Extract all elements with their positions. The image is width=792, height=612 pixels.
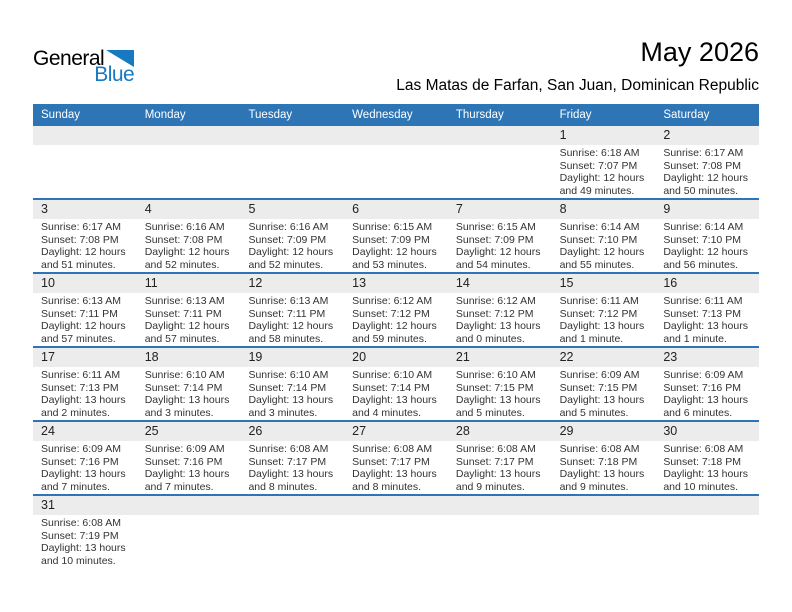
general-blue-logo [33, 48, 134, 84]
sunset-text: Sunset: 7:18 PM [559, 455, 638, 468]
day-info [240, 441, 344, 493]
sunrise-text: Sunrise: 6:11 AM [41, 369, 121, 381]
sunrise-text: Sunrise: 6:09 AM [144, 443, 225, 455]
week-row [33, 200, 759, 274]
day-number: 12 [240, 274, 344, 293]
daylight-text: Daylight: 12 hours and 57 minutes. [41, 320, 126, 345]
sunrise-text: Sunrise: 6:14 AM [663, 221, 744, 233]
sunset-text: Sunset: 7:18 PM [663, 455, 741, 468]
sunset-text: Sunset: 7:08 PM [41, 233, 119, 246]
day-cell-5 [240, 200, 344, 272]
week-row [33, 422, 759, 496]
day-info [344, 293, 448, 345]
day-info [655, 293, 759, 345]
weekday-header-tuesday: Tuesday [248, 109, 293, 121]
day-cell-8 [552, 200, 656, 272]
sunset-text: Sunset: 7:14 PM [352, 381, 430, 394]
day-number-empty [137, 496, 241, 515]
calendar-table [33, 104, 759, 568]
daylight-text: Daylight: 13 hours and 2 minutes. [41, 394, 126, 419]
day-info [137, 219, 241, 271]
empty-cell [137, 126, 241, 198]
day-info [33, 367, 137, 419]
daylight-text: Daylight: 13 hours and 9 minutes. [559, 468, 645, 493]
weekday-header-row [33, 104, 759, 126]
daylight-text: Daylight: 13 hours and 1 minute. [559, 320, 645, 345]
week-row [33, 126, 759, 200]
sunset-text: Sunset: 7:17 PM [248, 455, 327, 468]
day-info [552, 145, 656, 197]
day-info [137, 367, 241, 419]
day-info [33, 293, 137, 345]
day-number-empty [448, 126, 552, 145]
day-number: 24 [33, 422, 137, 441]
day-info [344, 219, 448, 271]
sunset-text: Sunset: 7:11 PM [41, 307, 118, 320]
week-row [33, 274, 759, 348]
day-cell-10 [33, 274, 137, 346]
day-cell-31 [33, 496, 137, 568]
day-number: 15 [552, 274, 656, 293]
day-cell-24 [33, 422, 137, 494]
day-number: 29 [552, 422, 656, 441]
day-cell-11 [137, 274, 241, 346]
week-row [33, 348, 759, 422]
day-cell-25 [137, 422, 241, 494]
day-cell-19 [240, 348, 344, 420]
day-number-empty [33, 126, 137, 145]
daylight-text: Daylight: 12 hours and 59 minutes. [352, 320, 437, 345]
sunrise-text: Sunrise: 6:10 AM [248, 369, 329, 381]
day-number: 9 [655, 200, 759, 219]
day-cell-2 [655, 126, 759, 198]
sunrise-text: Sunrise: 6:11 AM [663, 295, 743, 307]
day-info [240, 293, 344, 345]
day-number-empty [137, 126, 241, 145]
weekday-header-wednesday: Wednesday [352, 109, 413, 121]
day-cell-12 [240, 274, 344, 346]
sunrise-text: Sunrise: 6:15 AM [455, 221, 536, 233]
day-number: 28 [448, 422, 552, 441]
day-number: 25 [137, 422, 241, 441]
daylight-text: Daylight: 13 hours and 8 minutes. [248, 468, 334, 493]
day-number: 27 [344, 422, 448, 441]
day-cell-7 [448, 200, 552, 272]
sunset-text: Sunset: 7:17 PM [455, 455, 534, 468]
day-number: 6 [344, 200, 448, 219]
sunrise-text: Sunrise: 6:11 AM [559, 295, 639, 307]
sunrise-text: Sunrise: 6:09 AM [41, 443, 121, 455]
day-cell-6 [344, 200, 448, 272]
sunset-text: Sunset: 7:09 PM [352, 233, 430, 246]
day-cell-28 [448, 422, 552, 494]
sunrise-text: Sunrise: 6:15 AM [352, 221, 433, 233]
empty-cell [448, 496, 552, 568]
sunset-text: Sunset: 7:11 PM [144, 307, 222, 320]
daylight-text: Daylight: 12 hours and 52 minutes. [248, 246, 334, 271]
day-number: 31 [33, 496, 137, 515]
empty-cell [33, 126, 137, 198]
daylight-text: Daylight: 13 hours and 5 minutes. [455, 394, 541, 419]
day-cell-9 [655, 200, 759, 272]
sunset-text: Sunset: 7:16 PM [144, 455, 223, 468]
sunrise-text: Sunrise: 6:13 AM [41, 295, 121, 307]
day-cell-3 [33, 200, 137, 272]
day-info [240, 219, 344, 271]
daylight-text: Daylight: 12 hours and 57 minutes. [144, 320, 230, 345]
day-cell-15 [552, 274, 656, 346]
day-cell-4 [137, 200, 241, 272]
empty-cell [240, 126, 344, 198]
day-info [655, 441, 759, 493]
day-number: 21 [448, 348, 552, 367]
day-cell-13 [344, 274, 448, 346]
day-number: 8 [552, 200, 656, 219]
day-info [448, 219, 552, 271]
day-info [33, 441, 137, 493]
day-number: 14 [448, 274, 552, 293]
logo-text-blue: Blue [94, 63, 135, 86]
day-number: 18 [137, 348, 241, 367]
sunrise-text: Sunrise: 6:10 AM [352, 369, 433, 381]
daylight-text: Daylight: 13 hours and 7 minutes. [144, 468, 230, 493]
day-number: 22 [552, 348, 656, 367]
sunrise-text: Sunrise: 6:08 AM [559, 443, 640, 455]
sunrise-text: Sunrise: 6:18 AM [559, 147, 640, 159]
page-title: May 2026 [640, 37, 759, 67]
daylight-text: Daylight: 12 hours and 49 minutes. [559, 172, 645, 197]
day-cell-30 [655, 422, 759, 494]
sunset-text: Sunset: 7:16 PM [663, 381, 741, 394]
sunset-text: Sunset: 7:15 PM [559, 381, 638, 394]
sunrise-text: Sunrise: 6:10 AM [144, 369, 225, 381]
day-info [655, 145, 759, 197]
day-number: 7 [448, 200, 552, 219]
day-number: 13 [344, 274, 448, 293]
day-info [137, 293, 241, 345]
daylight-text: Daylight: 12 hours and 52 minutes. [144, 246, 230, 271]
daylight-text: Daylight: 13 hours and 4 minutes. [352, 394, 437, 419]
day-number: 4 [137, 200, 241, 219]
daylight-text: Daylight: 13 hours and 10 minutes. [41, 542, 126, 567]
daylight-text: Daylight: 13 hours and 9 minutes. [455, 468, 541, 493]
day-number: 19 [240, 348, 344, 367]
sunset-text: Sunset: 7:15 PM [455, 381, 534, 394]
day-number-empty [344, 126, 448, 145]
sunrise-text: Sunrise: 6:08 AM [455, 443, 536, 455]
sunset-text: Sunset: 7:14 PM [248, 381, 327, 394]
day-cell-16 [655, 274, 759, 346]
day-cell-20 [344, 348, 448, 420]
day-number: 10 [33, 274, 137, 293]
daylight-text: Daylight: 12 hours and 53 minutes. [352, 246, 437, 271]
sunrise-text: Sunrise: 6:14 AM [559, 221, 640, 233]
sunset-text: Sunset: 7:14 PM [144, 381, 223, 394]
daylight-text: Daylight: 13 hours and 8 minutes. [352, 468, 437, 493]
sunrise-text: Sunrise: 6:16 AM [144, 221, 225, 233]
day-info [552, 293, 656, 345]
calendar-body [33, 126, 759, 568]
sunrise-text: Sunrise: 6:16 AM [248, 221, 329, 233]
daylight-text: Daylight: 12 hours and 55 minutes. [559, 246, 645, 271]
daylight-text: Daylight: 12 hours and 50 minutes. [663, 172, 748, 197]
daylight-text: Daylight: 13 hours and 5 minutes. [559, 394, 645, 419]
day-number-empty [552, 496, 656, 515]
sunset-text: Sunset: 7:12 PM [352, 307, 430, 320]
day-cell-18 [137, 348, 241, 420]
day-cell-22 [552, 348, 656, 420]
empty-cell [137, 496, 241, 568]
empty-cell [655, 496, 759, 568]
day-number: 20 [344, 348, 448, 367]
weekday-header-saturday: Saturday [663, 109, 710, 121]
daylight-text: Daylight: 12 hours and 54 minutes. [455, 246, 541, 271]
day-number-empty [240, 496, 344, 515]
sunrise-text: Sunrise: 6:12 AM [455, 295, 536, 307]
sunset-text: Sunset: 7:12 PM [455, 307, 534, 320]
day-number: 17 [33, 348, 137, 367]
day-number: 2 [655, 126, 759, 145]
empty-cell [344, 496, 448, 568]
sunset-text: Sunset: 7:17 PM [352, 455, 430, 468]
sunset-text: Sunset: 7:10 PM [559, 233, 638, 246]
day-cell-29 [552, 422, 656, 494]
day-info [655, 367, 759, 419]
daylight-text: Daylight: 13 hours and 6 minutes. [663, 394, 748, 419]
week-row [33, 496, 759, 568]
day-number: 23 [655, 348, 759, 367]
day-cell-1 [552, 126, 656, 198]
daylight-text: Daylight: 13 hours and 3 minutes. [248, 394, 334, 419]
day-cell-26 [240, 422, 344, 494]
sunrise-text: Sunrise: 6:12 AM [352, 295, 433, 307]
empty-cell [448, 126, 552, 198]
sunrise-text: Sunrise: 6:08 AM [41, 517, 121, 529]
sunset-text: Sunset: 7:08 PM [663, 159, 741, 172]
sunset-text: Sunset: 7:10 PM [663, 233, 741, 246]
empty-cell [240, 496, 344, 568]
sunset-text: Sunset: 7:09 PM [248, 233, 327, 246]
location-subtitle: Las Matas de Farfan, San Juan, Dominican Republic [396, 77, 759, 94]
sunset-text: Sunset: 7:09 PM [455, 233, 534, 246]
weekday-header-sunday: Sunday [41, 109, 81, 121]
daylight-text: Daylight: 13 hours and 1 minute. [663, 320, 748, 345]
sunrise-text: Sunrise: 6:08 AM [248, 443, 329, 455]
day-info [344, 367, 448, 419]
day-number: 16 [655, 274, 759, 293]
day-number-empty [240, 126, 344, 145]
day-cell-21 [448, 348, 552, 420]
day-number: 26 [240, 422, 344, 441]
day-number: 30 [655, 422, 759, 441]
day-cell-14 [448, 274, 552, 346]
day-info [33, 219, 137, 271]
sunrise-text: Sunrise: 6:13 AM [248, 295, 329, 307]
weekday-header-monday: Monday [144, 109, 186, 121]
day-cell-17 [33, 348, 137, 420]
day-info [240, 367, 344, 419]
sunset-text: Sunset: 7:16 PM [41, 455, 119, 468]
sunrise-text: Sunrise: 6:13 AM [144, 295, 225, 307]
sunset-text: Sunset: 7:13 PM [663, 307, 741, 320]
daylight-text: Daylight: 13 hours and 3 minutes. [144, 394, 230, 419]
daylight-text: Daylight: 13 hours and 0 minutes. [455, 320, 541, 345]
day-number-empty [448, 496, 552, 515]
empty-cell [552, 496, 656, 568]
day-number: 11 [137, 274, 241, 293]
weekday-header-friday: Friday [559, 109, 592, 121]
sunset-text: Sunset: 7:08 PM [144, 233, 223, 246]
sunset-text: Sunset: 7:13 PM [41, 381, 119, 394]
day-number-empty [344, 496, 448, 515]
logo-text-general: General [33, 47, 105, 70]
day-info [344, 441, 448, 493]
sunset-text: Sunset: 7:19 PM [41, 529, 119, 542]
daylight-text: Daylight: 12 hours and 51 minutes. [41, 246, 126, 271]
day-info [448, 367, 552, 419]
day-cell-23 [655, 348, 759, 420]
day-info [33, 515, 137, 567]
sunset-text: Sunset: 7:07 PM [559, 159, 638, 172]
weekday-header-thursday: Thursday [455, 109, 504, 121]
day-number: 3 [33, 200, 137, 219]
day-cell-27 [344, 422, 448, 494]
day-info [552, 219, 656, 271]
sunset-text: Sunset: 7:11 PM [248, 307, 326, 320]
day-number: 5 [240, 200, 344, 219]
day-number: 1 [552, 126, 656, 145]
daylight-text: Daylight: 12 hours and 58 minutes. [248, 320, 334, 345]
daylight-text: Daylight: 13 hours and 10 minutes. [663, 468, 748, 493]
sunrise-text: Sunrise: 6:08 AM [663, 443, 744, 455]
sunrise-text: Sunrise: 6:10 AM [455, 369, 536, 381]
sunrise-text: Sunrise: 6:09 AM [559, 369, 640, 381]
sunrise-text: Sunrise: 6:17 AM [663, 147, 744, 159]
sunrise-text: Sunrise: 6:17 AM [41, 221, 121, 233]
day-info [448, 293, 552, 345]
sunset-text: Sunset: 7:12 PM [559, 307, 638, 320]
daylight-text: Daylight: 13 hours and 7 minutes. [41, 468, 126, 493]
day-info [655, 219, 759, 271]
day-number-empty [655, 496, 759, 515]
sunrise-text: Sunrise: 6:09 AM [663, 369, 744, 381]
sunrise-text: Sunrise: 6:08 AM [352, 443, 433, 455]
day-info [448, 441, 552, 493]
day-info [137, 441, 241, 493]
day-info [552, 367, 656, 419]
daylight-text: Daylight: 12 hours and 56 minutes. [663, 246, 748, 271]
empty-cell [344, 126, 448, 198]
day-info [552, 441, 656, 493]
